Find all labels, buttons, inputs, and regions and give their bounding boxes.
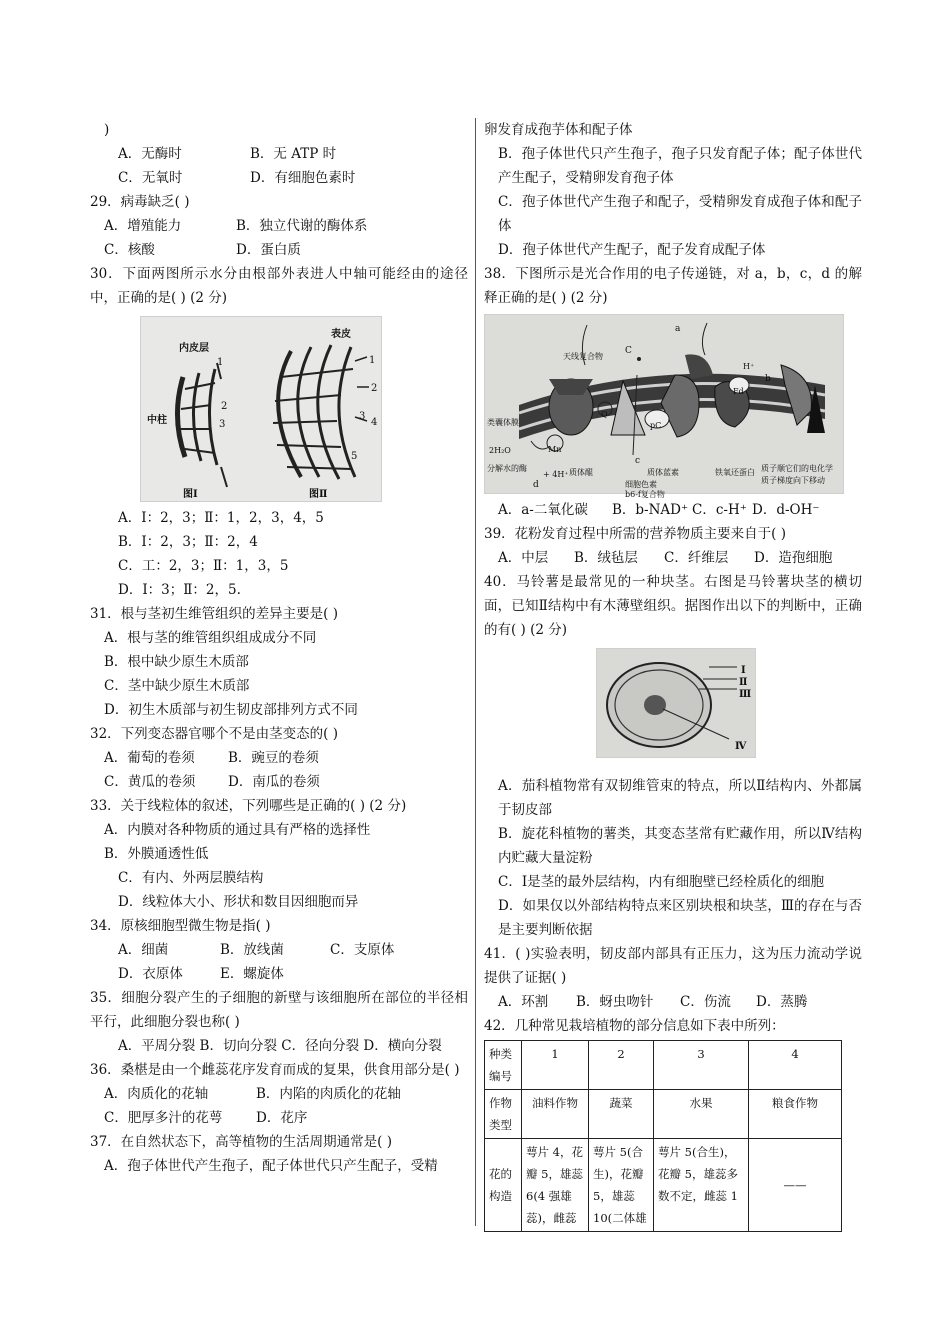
table-cell: 油料作物	[522, 1090, 589, 1139]
potato-tuber-svg	[597, 649, 755, 757]
label-big-c: C	[625, 346, 632, 356]
table-cell: 1	[522, 1041, 589, 1090]
q36-options-ab	[90, 1082, 468, 1106]
q31-option-a: A．根与茎的维管组织组成成分不同	[104, 630, 317, 646]
q29-option-a: A．增殖能力	[104, 218, 182, 234]
q32-options-cd	[90, 770, 468, 794]
column-divider	[475, 118, 476, 1226]
q41-stem: 41．( )实验表明，韧皮部内部具有正压力，这为压力流动学说提供了证据( )	[484, 946, 862, 986]
potato-tuber-figure	[596, 648, 756, 758]
q35-stem: 35．细胞分裂产生的子细胞的新壁与该细胞所在部位的半径相平行，此细胞分裂也称( )	[90, 990, 468, 1030]
q41-option-d: D．蒸腾	[756, 994, 808, 1010]
label-thylakoid: 类囊体膜	[487, 418, 519, 427]
q38-option-a: A．a-二氧化碳	[498, 502, 588, 518]
q30-option-d: D．Ⅰ：3；Ⅱ：2，5.	[118, 582, 241, 598]
label-plastoquinone: 质体醌	[569, 468, 593, 477]
q36-option-a: A．肉质化的花轴	[104, 1086, 209, 1102]
label-proton-2: 质子梯度向下移动	[761, 476, 825, 485]
label-2h2o: 2H₂O	[489, 446, 511, 455]
label-a: a	[675, 324, 681, 334]
label-ferredoxin: 铁氧还蛋白	[715, 468, 755, 477]
label-antenna: 天线复合物	[563, 352, 603, 361]
q33-option-d: D．线粒体大小、形状和数目因细胞而异	[118, 894, 359, 910]
q39-option-b: B．绒毡层	[574, 550, 638, 566]
tuber-label-4: Ⅳ	[735, 741, 747, 752]
q37-option-a-cont: 卵发育成孢芋体和配子体	[484, 122, 633, 138]
table-cell: 萼片 5(合生)，花瓣 5，雄蕊多数不定，雌蕊 1	[654, 1139, 749, 1232]
q30-option-b: B．Ⅰ：2，3；Ⅱ：2，4	[118, 534, 258, 550]
label-b6f: b6-f复合物	[625, 490, 665, 499]
q31-option-b: B．根中缺少原生木质部	[104, 654, 249, 670]
photosynthesis-figure	[484, 314, 844, 499]
q33-option-c: C．有内、外两层膜结构	[118, 870, 264, 886]
q33-option-b: B．外膜通透性低	[104, 846, 209, 862]
q30-option-c: C．工：2，3；Ⅱ：1，3，5	[118, 558, 289, 574]
q39-option-c: C．纤维层	[664, 550, 729, 566]
q33-stem: 33．关于线粒体的叙述，下列哪些是正确的( ) (2 分)	[90, 798, 407, 814]
table-cell: 蔬菜	[589, 1090, 654, 1139]
q34-stem: 34．原核细胞型微生物是指( )	[90, 918, 271, 934]
q32-stem: 32．下列变态器官哪个不是由茎变态的( )	[90, 726, 339, 742]
q32-option-a: A．葡萄的卷须	[104, 750, 195, 766]
q40-option-a: A．茄科植物常有双韧维管束的特点，所以Ⅱ结构内、外都属于韧皮部	[498, 778, 862, 818]
q36-option-b: B．内陷的肉质化的花轴	[256, 1086, 401, 1102]
q28-options-cd	[90, 166, 468, 190]
label-h-plus: H⁺	[743, 362, 755, 371]
q28-option-a: A．无酶时	[118, 146, 182, 162]
fig1-num-1: 1	[217, 357, 224, 368]
crop-table	[484, 1040, 842, 1232]
q28-options-ab	[90, 142, 468, 166]
q41-option-c: C．伤流	[680, 994, 731, 1010]
tuber-label-2: Ⅱ	[739, 677, 748, 688]
q37-option-c: C．孢子体世代产生孢子和配子，受精卵发育成孢子体和配子体	[498, 194, 862, 234]
q40-option-c: C．Ⅰ是茎的最外层结构，内有细胞壁已经栓质化的细胞	[498, 874, 825, 890]
q30-stem: 30．下面两图所示水分由根部外表进人中轴可能经由的途径中，正确的是( ) (2 分)	[90, 266, 468, 306]
q30-option-a: A．Ⅰ：2，3；Ⅱ：1，2，3，4，5	[118, 510, 324, 526]
q35-options: A．平周分裂 B．切向分裂 C．径向分裂 D．横向分裂	[118, 1038, 442, 1054]
fig2-num-5: 5	[351, 451, 358, 462]
label-4h: + 4H⁺	[543, 470, 569, 479]
table-row	[485, 1041, 842, 1090]
label-stele: 中柱	[147, 415, 167, 426]
fig2-num-4: 4	[371, 417, 378, 428]
q28-tail: )	[104, 122, 110, 138]
label-cytochrome: 细胞色素	[625, 480, 657, 489]
q29-options-ab	[90, 214, 468, 238]
q28-option-c: C．无氧时	[118, 170, 183, 186]
q39-stem: 39．花粉发育过程中所需的营养物质主要来自于( )	[484, 526, 787, 542]
q33-option-a: A．内膜对各种物质的通过具有严格的选择性	[104, 822, 371, 838]
root-section-figure	[140, 316, 382, 502]
q34-option-e: E．螺旋体	[220, 966, 284, 982]
table-row	[485, 1090, 842, 1139]
label-d: d	[533, 480, 539, 490]
q40-option-d: D．如果仅以外部结构特点来区别块根和块茎，Ⅲ的存在与否是主要判断依据	[498, 898, 862, 938]
table-row	[485, 1139, 842, 1232]
right-column	[484, 118, 862, 1232]
q38-option-d: D．d-OH⁻	[752, 502, 820, 518]
q29-options-cd	[90, 238, 468, 262]
q42-stem: 42．几种常见栽培植物的部分信息如下表中所列：	[484, 1018, 785, 1034]
table-cell: 种类编号	[485, 1041, 522, 1090]
fig2-num-2: 2	[371, 383, 378, 394]
q36-option-d: D．花序	[256, 1110, 308, 1126]
table-cell: ——	[749, 1139, 842, 1232]
q36-stem: 36．桑椹是由一个雌蕊花序发育而成的复果，供食用部分是( )	[90, 1062, 460, 1078]
q29-stem: 29．病毒缺乏( )	[90, 194, 190, 210]
label-proton-1: 质子顺它们的电化学	[761, 464, 833, 473]
q39-options	[484, 546, 862, 570]
q38-options	[484, 498, 862, 522]
table-cell: 作物类型	[485, 1090, 522, 1139]
q32-option-c: C．黄瓜的卷须	[104, 774, 196, 790]
q37-option-a: A．孢子体世代产生孢子，配子体世代只产生配子，受精	[104, 1158, 438, 1174]
q31-stem: 31．根与茎初生维管组织的差异主要是( )	[90, 606, 339, 622]
q34-option-c: C．支原体	[330, 942, 395, 958]
label-fig-1: 图Ⅰ	[183, 489, 198, 500]
q32-options-ab	[90, 746, 468, 770]
q32-option-b: B．豌豆的卷须	[228, 750, 319, 766]
table-cell: 花的构造	[485, 1139, 522, 1232]
label-mn: Mn	[548, 445, 562, 454]
q38-option-c: C．c-H⁺	[692, 502, 747, 518]
table-cell: 水果	[654, 1090, 749, 1139]
q41-option-b: B．蚜虫吻针	[576, 994, 654, 1010]
q38-stem: 38．下图所示是光合作用的电子传递链，对 a，b，c，d 的解释正确的是( ) (2 分)	[484, 266, 862, 306]
left-column	[90, 118, 468, 1178]
table-cell: 2	[589, 1041, 654, 1090]
label-fd: Fd	[733, 387, 744, 396]
label-b: b	[765, 374, 771, 384]
q34-options-de	[90, 962, 468, 986]
fig2-num-3: 3	[359, 411, 366, 422]
q28-option-b: B．无 ATP 时	[250, 146, 337, 162]
q37-stem: 37．在自然状态下，高等植物的生活周期通常是( )	[90, 1134, 393, 1150]
label-epidermis: 表皮	[331, 329, 351, 340]
q40-stem: 40．马铃薯是最常见的一种块茎。右图是马铃薯块茎的横切面，已知Ⅱ结构中有木薄壁组织。据图作出以下的判断中，正确的有( ) (2 分)	[484, 574, 862, 638]
q31-option-c: C．茎中缺少原生木质部	[104, 678, 250, 694]
label-water-enzyme: 分解水的酶	[487, 464, 527, 473]
table-cell: 3	[654, 1041, 749, 1090]
label-c: c	[635, 456, 641, 466]
q37-option-b: B．孢子体世代只产生孢子，孢子只发育配子体；配子体世代产生配子，受精卵发育孢子体	[498, 146, 862, 186]
tuber-label-3: Ⅲ	[739, 689, 752, 700]
table-cell: 萼片 4，花瓣 5，雄蕊 6(4 强雄蕊)，雌蕊	[522, 1139, 589, 1232]
label-q: Q	[601, 410, 608, 419]
fig2-num-1: 1	[369, 355, 376, 366]
fig1-num-2: 2	[221, 401, 228, 412]
fig1-num-3: 3	[219, 419, 226, 430]
q29-option-b: B．独立代谢的酶体系	[236, 218, 368, 234]
q34-options-abc	[90, 938, 468, 962]
table-cell: 萼片 5(合生)，花瓣 5，雄蕊 10(二体雄	[589, 1139, 654, 1232]
q36-options-cd	[90, 1106, 468, 1130]
q36-option-c: C．肥厚多汁的花萼	[104, 1110, 223, 1126]
q34-option-b: B．放线菌	[220, 942, 284, 958]
q28-option-d: D．有细胞色素时	[250, 170, 356, 186]
label-fig-2: 图Ⅱ	[309, 489, 328, 500]
table-cell: 粮食作物	[749, 1090, 842, 1139]
q37-option-d: D．孢子体世代产生配子，配子发育成配子体	[498, 242, 766, 258]
q34-option-d: D．衣原体	[118, 966, 183, 982]
q41-options	[484, 990, 862, 1014]
tuber-label-1: Ⅰ	[741, 665, 746, 676]
q38-option-b: B．b-NAD⁺	[612, 502, 689, 518]
table-cell: 4	[749, 1041, 842, 1090]
label-endodermis: 内皮层	[179, 343, 209, 354]
q34-option-a: A．细菌	[118, 942, 169, 958]
q29-option-d: D．蛋白质	[236, 242, 301, 258]
q41-option-a: A．环割	[498, 994, 549, 1010]
label-plastocyanin: 质体蓝素	[647, 468, 679, 477]
q39-option-d: D．造孢细胞	[754, 550, 833, 566]
q29-option-c: C．核酸	[104, 242, 155, 258]
q39-option-a: A．中层	[498, 550, 549, 566]
q32-option-d: D．南瓜的卷须	[228, 774, 320, 790]
q40-option-b: B．旋花科植物的薯类，其变态茎常有贮藏作用，所以Ⅳ结构内贮藏大量淀粉	[498, 826, 862, 866]
label-pc: pC	[650, 421, 662, 430]
q31-option-d: D．初生木质部与初生韧皮部排列方式不同	[104, 702, 358, 718]
